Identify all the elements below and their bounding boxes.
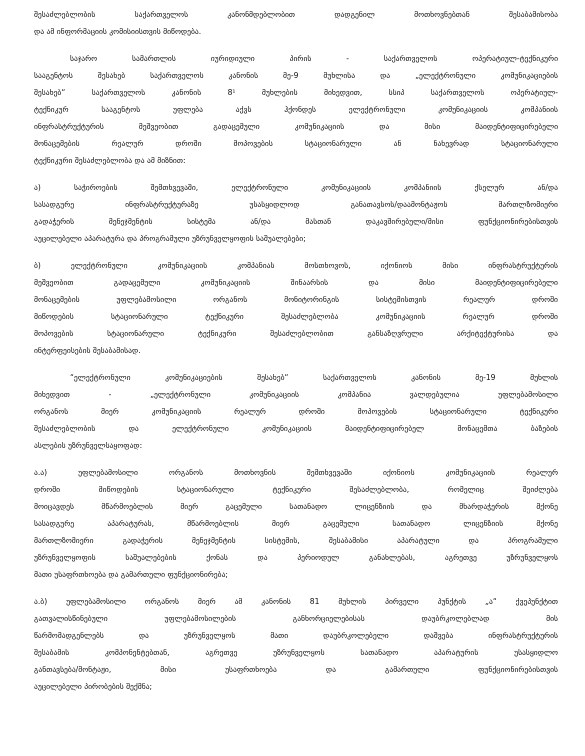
text-line: ასლების უზრუნველსაყოფად: bbox=[34, 441, 143, 450]
text-line: სასადგურე აპარატურას, მწარმოებლის მიერ გაცემული სათანადო ლიცენზიის მქონე bbox=[34, 519, 558, 528]
text-line: განთავსება/მონტაჟი, მისი უსაფრთხოება და გამართული ფუნქციონირებისთვის bbox=[34, 665, 558, 674]
text-line: მათი უსაფრთხოება და გამართული ფუნქციონირება; bbox=[34, 570, 228, 579]
text-line: ინფრასტრუქტურის მეშვეობით გადაცემული კომუნიკაციის და მისი მაიდენტიფიცირებელი bbox=[34, 122, 558, 131]
text-line: სააგენტოს შესახებ საქართველოს კანონის მე-9 მუხლისა და „ელექტრონული კომუნიკაციების bbox=[34, 71, 558, 80]
text-line: ტექნიკურ სააგენტოს უფლება აქვს ჰქონდეს ელექტრონული კომუნიკაციის კომპანიის bbox=[34, 105, 558, 114]
paragraph bbox=[34, 593, 558, 695]
paragraph-gap bbox=[34, 40, 558, 50]
text-line: აუცილებელი პირობების შექმნა; bbox=[34, 682, 153, 691]
paragraph bbox=[34, 50, 558, 169]
text-line: მონაცემების რეალურ დროში მოპოვების სტაციონარული ან ნახევრად სტაციონარული bbox=[34, 139, 558, 148]
paragraph-gap bbox=[34, 454, 558, 464]
text-line: მიწოდების სტაციონარული ტექნიკური შესაძლებლობა კომუნიკაციის რეალურ დროში bbox=[34, 312, 558, 321]
text-line: ა.ა) უფლებამოსილი ორგანოს მოთხოვნის შემთხვევაში იქონიოს კომუნიკაციის რეალურ bbox=[34, 468, 558, 477]
text-line: მეშვეობით გადაცემული კომუნიკაციის შინაარსის და მისი მაიდენტიფიცირებელი bbox=[34, 278, 558, 287]
text-line: უზრუნველყოფის საშუალებების ქონას და პერიოდულ განახლებას, აგრეთვე უზრუნველყოს bbox=[34, 553, 558, 562]
paragraph bbox=[34, 464, 558, 583]
text-line: ა.ბ) უფლებამოსილი ორგანოს მიერ ამ კანონის 81 მუხლის პირველი პუნქტის „ა“ ქვეპუნქტით bbox=[34, 597, 558, 606]
paragraph-gap bbox=[34, 583, 558, 593]
text-line: შესახებ“ საქართველოს კანონის 8¹ მუხლების მიხედვით, სსიპ საქართველოს ოპერატიულ- bbox=[34, 88, 558, 97]
text-line: მიხედვით - „ელექტრონული კომუნიკაციის კომპანია ვალდებულია უფლებამოსილი bbox=[34, 390, 558, 399]
paragraph-gap bbox=[34, 359, 558, 369]
text-line: შესაძლებლობის და ელექტრონული კომუნიკაციის მაიდენტიფიცირებელ მონაცემთა ბაზების bbox=[34, 424, 558, 433]
text-line: წარმომადგენლებს და უზრუნველყოს მათი დაუბრკოლებელი დაშვება ინფრასტრუქტურის bbox=[34, 631, 558, 640]
text-line: მოპოვების სტაციონარული ტექნიკური შესაძლებლობით განსაზღვრული არქიტექტურისა და bbox=[34, 329, 558, 338]
paragraph-gap bbox=[34, 169, 558, 179]
text-line: გათვალისწინებული უფლებამოსილების განხორციელებისას დაუბრკოლებლად მის bbox=[34, 614, 558, 623]
text-line: სასადგურე ინფრასტრუქტურაზე უსასყიდლოდ განათავსოს/დაამონტაჟოს მართლზომიერი bbox=[34, 200, 558, 209]
text-line: აუცილებელი აპარატურა და პროგრამული უზრუნველყოფის საშუალებები; bbox=[34, 234, 306, 243]
paragraph bbox=[34, 179, 558, 247]
paragraph-gap bbox=[34, 247, 558, 257]
text-line: საჯარო სამართლის იურიდიული პირის - საქართველოს ოპერატიულ-ტექნიკური bbox=[70, 54, 558, 63]
paragraph bbox=[34, 369, 558, 454]
text-line: ინტერფეისების შესაბამისად. bbox=[34, 346, 141, 355]
text-line: გადაჭერის მენეჯმენტის სისტემა ან/და მასთან დაკავშირებული/მისი ფუნქციონირებისთვის bbox=[34, 217, 558, 226]
text-line: ტექნიკური შესაძლებლობა და ამ მიზნით: bbox=[34, 156, 186, 165]
text-line: დროში მიწოდების სტაციონარული ტექნიკური შესაძლებლობა, რომელიც შეიძლება bbox=[34, 485, 558, 494]
document-page bbox=[34, 6, 558, 695]
text-line: და ამ ინფორმაციის კომისიისთვის მიწოდება. bbox=[34, 27, 202, 36]
text-line: მართლზომიერი გადაჭერის მენეჯმენტის სისტემის, შესაბამისი აპარატული და პროგრამული bbox=[34, 536, 558, 545]
text-line: ორგანოს მიერ კომუნიკაციის რეალურ დროში მოპოვების სტაციონარული ტექნიკური bbox=[34, 407, 558, 416]
text-line: მონაცემების უფლებამოსილი ორგანოს მონიტორინგის სისტემისთვის რეალურ დროში bbox=[34, 295, 558, 304]
text-line: “ელექტრონული კომუნიკაციების შესახებ“ საქართველოს კანონის მე-19 მუხლის bbox=[70, 373, 558, 382]
paragraph bbox=[34, 6, 558, 40]
text-line: ა) საჭიროების შემთხვევაში, ელექტრონული კომუნიკაციის კომპანიის ქსელურ ან/და bbox=[34, 183, 558, 192]
text-line: ბ) ელექტრონული კომუნიკაციის კომპანიას მოსთხოვოს, იქონიოს მისი ინფრასტრუქტურის bbox=[34, 261, 558, 270]
text-line: შესაძლებლობის საქართველოს კანონმდებლობით დადგენილ მოთხოვნებთან შესაბამისობა bbox=[34, 10, 558, 19]
text-line: შესაბამის კომპონენტებთან, აგრეთვე უზრუნველყოს სათანადო აპარატურის უსასყიდლო bbox=[34, 648, 558, 657]
paragraph bbox=[34, 257, 558, 359]
text-line: მოიცავდეს მწარმოებლის მიერ გაცემული სათანადო ლიცენზიის და მხარდაჭერის მქონე bbox=[34, 502, 558, 511]
